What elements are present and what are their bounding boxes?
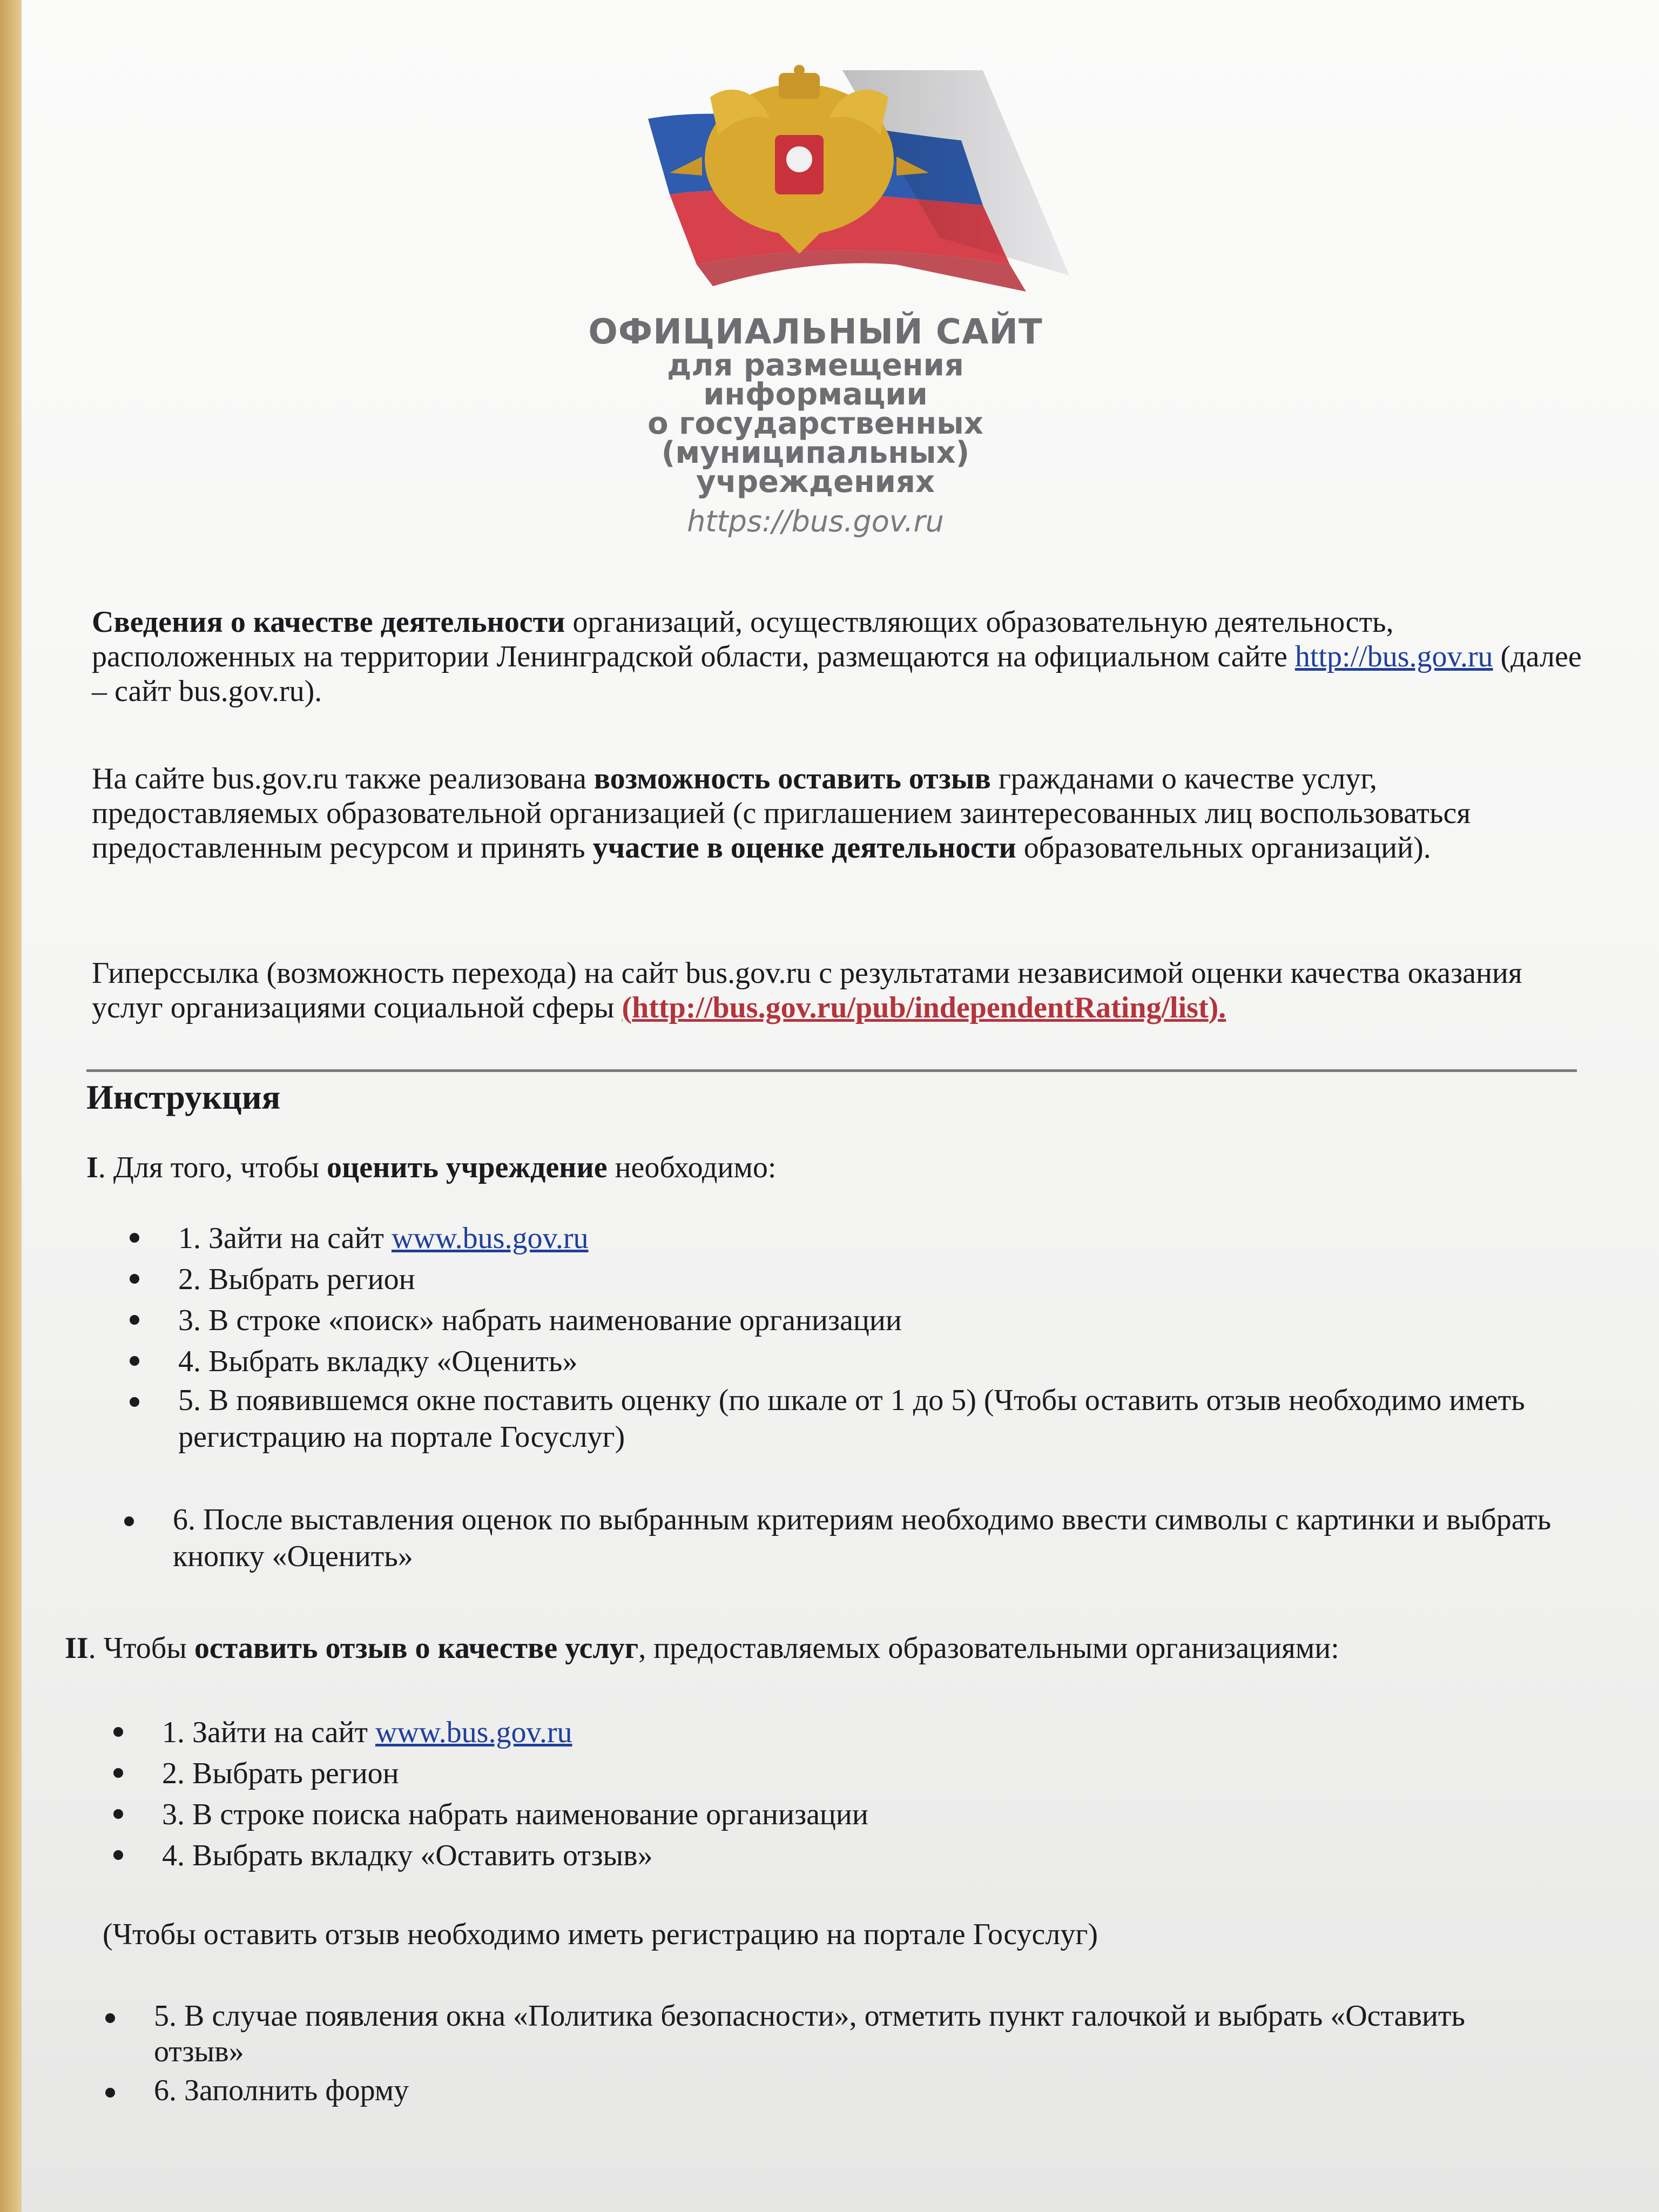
www-bus-gov-link[interactable]: www.bus.gov.ru (375, 1716, 572, 1749)
logo-line: для размещения (667, 348, 964, 383)
section-1-title (86, 1150, 776, 1185)
bullet-icon (113, 1727, 123, 1737)
intro-text-2c: образовательных организаций). (1016, 831, 1431, 865)
instruction-heading: Инструкция (86, 1078, 281, 1116)
bullet-icon (105, 2088, 115, 2098)
section-1-bold: оценить учреждение (327, 1151, 608, 1184)
list-item (162, 1753, 1566, 1794)
step-text: 4. Выбрать вкладку «Оставить отзыв» (162, 1839, 653, 1872)
step-text: 2. Выбрать регион (162, 1757, 399, 1790)
logo-url: https://bus.gov.ru (687, 504, 944, 538)
bullet-icon (130, 1274, 139, 1284)
intro-paragraph-3 (92, 956, 1593, 1025)
list-item (162, 1794, 1566, 1835)
independent-rating-link[interactable] (622, 991, 1226, 1024)
bus-gov-link[interactable]: http://bus.gov.ru (1294, 640, 1493, 673)
intro-text-2b: гражданами о качестве услуг, предоставляемых образовательной организацией (с приглашением заинтересованных лиц воспользоваться предоставленным ресурсом и принять (92, 762, 1471, 865)
intro-text-2a: На сайте bus.gov.ru также реализована (92, 762, 594, 795)
step-text: 3. В строке поиска набрать наименование организации (162, 1798, 868, 1831)
intro-bold-2b: участие в оценке деятельности (592, 831, 1016, 865)
registration-note: (Чтобы оставить отзыв необходимо иметь регистрацию на портале Госуслуг) (103, 1918, 1098, 1951)
bullet-icon (113, 1809, 123, 1819)
section-2-text-a: . Чтобы (88, 1631, 194, 1665)
step-text: 6. Заполнить форму (154, 2074, 409, 2107)
emblem-flag-icon (637, 59, 1080, 308)
logo-title: ОФИЦИАЛЬНЫЙ САЙТ (588, 312, 1043, 352)
list-item (154, 1998, 1558, 2069)
logo-line: о государственных (648, 406, 983, 441)
site-logo-text (583, 313, 1048, 538)
bullet-icon (113, 1850, 123, 1860)
intro-paragraph-2 (92, 761, 1593, 865)
list-item (178, 1382, 1582, 1455)
section-2-steps-continued (154, 1998, 1558, 2108)
step-text: 4. Выбрать вкладку «Оценить» (178, 1345, 578, 1378)
step-text: 5. В появившемся окне поставить оценку (по шкале от 1 до 5) (Чтобы оставить отзыв необходимо иметь регистрацию на портале Госуслуг) (178, 1384, 1525, 1454)
section-1-number: I (86, 1151, 98, 1184)
link-open-paren: ( (622, 991, 632, 1024)
section-2-number: II (65, 1631, 89, 1665)
section-2-bold: оставить отзыв о качестве услуг (194, 1631, 639, 1665)
step-text: 1. Зайти на сайт (178, 1222, 392, 1255)
step-text: 2. Выбрать регион (178, 1263, 415, 1296)
intro-tail-1: (далее – сайт bus.gov.ru). (92, 640, 1582, 708)
bullet-icon (113, 1768, 123, 1778)
section-2-steps (162, 1712, 1566, 1876)
list-item (178, 1300, 1582, 1341)
list-item (178, 1259, 1582, 1300)
step-text: 5. В случае появления окна «Политика безопасности», отметить пункт галочкой и выбрать «Оставить отзыв» (154, 1999, 1465, 2068)
intro-text-1: организаций, осуществляющих образовательную деятельность, расположенных на территории Ленинградской области, размещаются на официальном сайте (92, 605, 1394, 673)
logo-line: учреждениях (696, 464, 935, 500)
list-item (173, 1501, 1577, 1575)
independent-rating-url: http://bus.gov.ru/pub/independentRating/list (632, 991, 1209, 1024)
step-text: 1. Зайти на сайт (162, 1716, 375, 1749)
section-1-text-a: . Для того, чтобы (98, 1151, 327, 1184)
list-item (178, 1218, 1582, 1259)
intro-paragraph-1 (92, 605, 1593, 709)
bullet-icon (130, 1356, 139, 1366)
list-item (178, 1341, 1582, 1382)
section-2-text-b: , предоставляемых образовательными организациями: (638, 1631, 1339, 1665)
section-1-steps (178, 1218, 1582, 1455)
link-close-paren: ). (1208, 991, 1226, 1024)
list-item (162, 1712, 1566, 1753)
bullet-icon (130, 1233, 139, 1243)
bullet-icon (130, 1315, 139, 1325)
section-1-step-6 (173, 1501, 1577, 1575)
logo-line: информации (703, 377, 928, 412)
bullet-icon (130, 1397, 139, 1407)
bullet-icon (105, 2013, 115, 2023)
section-1-text-b: необходимо: (607, 1151, 777, 1184)
step-text: 3. В строке «поиск» набрать наименование организации (178, 1304, 902, 1337)
list-item (154, 2073, 1558, 2108)
intro-text-3: Гиперссылка (возможность перехода) на сайт bus.gov.ru с результатами независимой оценки качества оказания услуг организациями социальной сферы (92, 956, 1522, 1024)
bullet-icon (124, 1516, 134, 1526)
section-2-title (65, 1631, 1577, 1665)
section-divider (86, 1069, 1577, 1072)
logo-line: (муниципальных) (661, 435, 970, 470)
paper-edge (0, 0, 22, 2212)
intro-bold-1: Сведения о качестве деятельности (92, 605, 565, 639)
step-text: 6. После выставления оценок по выбранным критериям необходимо ввести символы с картинки и выбрать кнопку «Оценить» (173, 1503, 1552, 1573)
intro-bold-2a: возможность оставить отзыв (594, 762, 991, 795)
www-bus-gov-link[interactable]: www.bus.gov.ru (391, 1222, 589, 1255)
list-item (162, 1835, 1566, 1876)
